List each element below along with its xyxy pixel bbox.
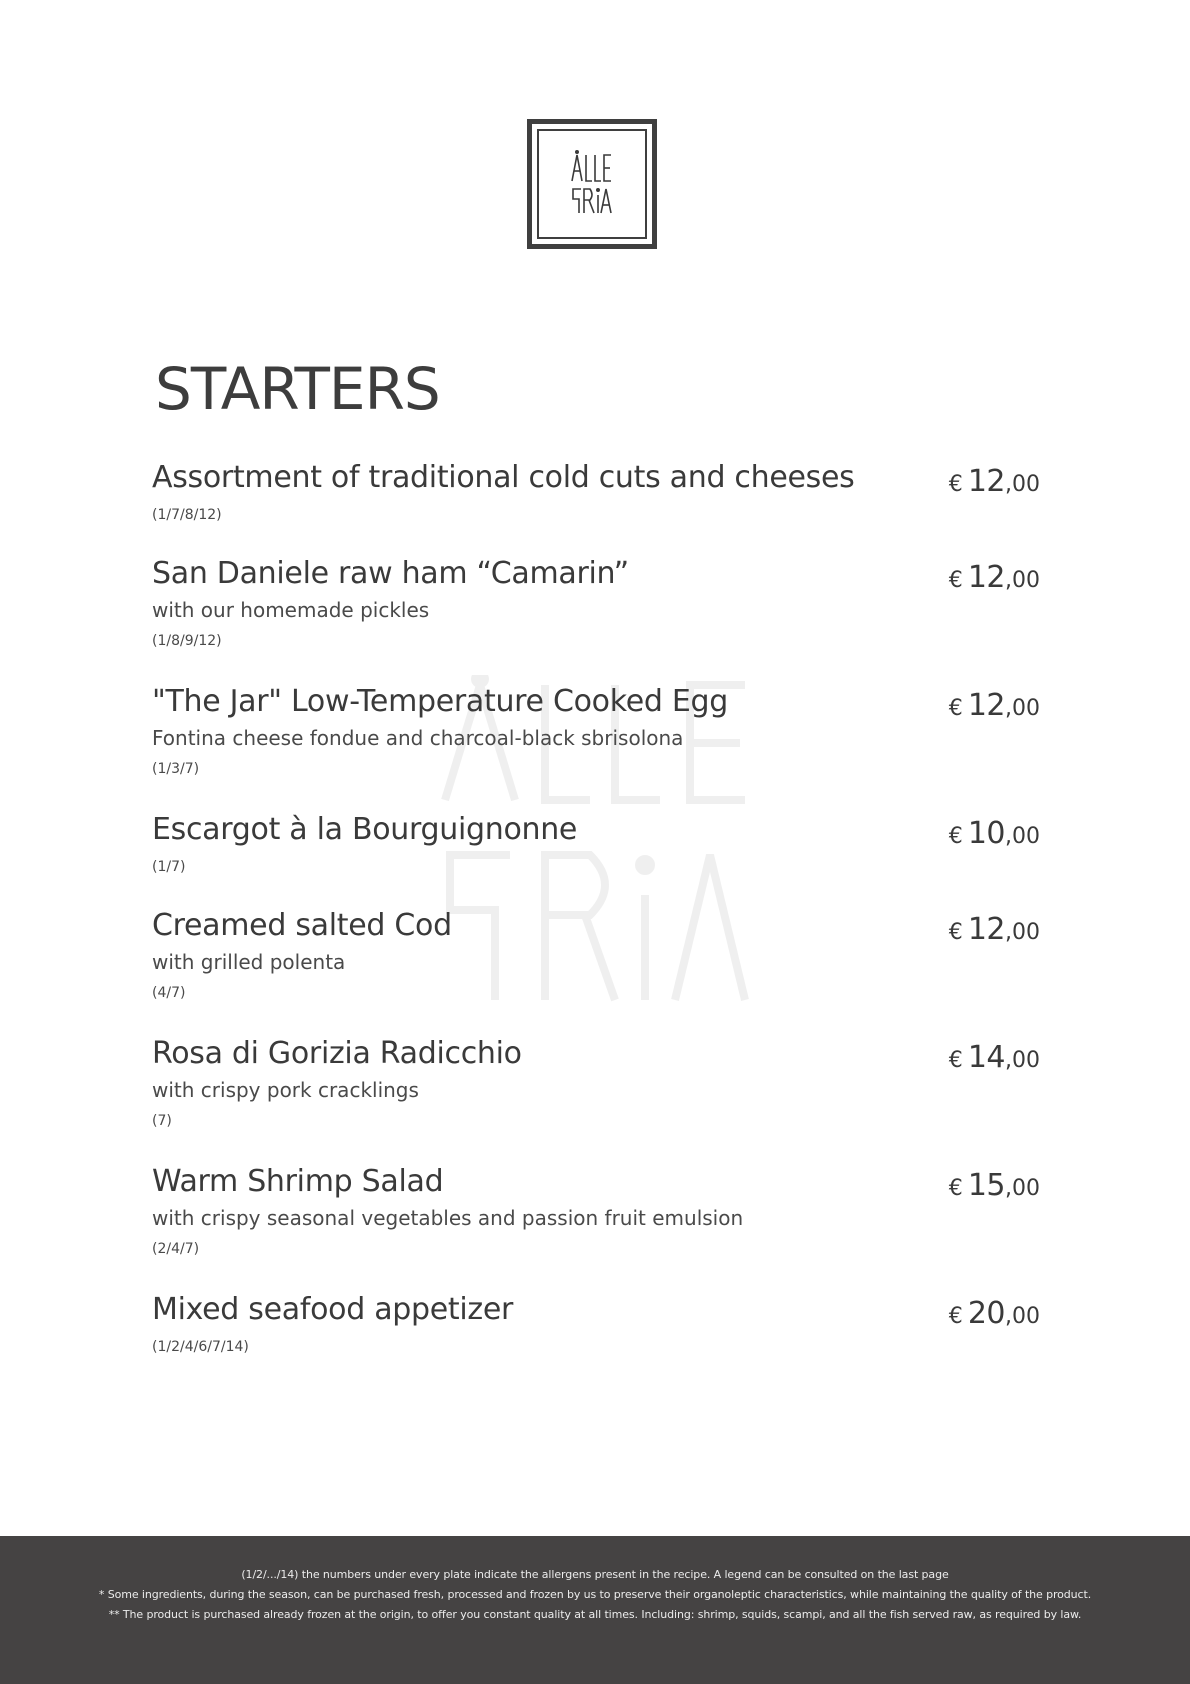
- footer-frozen-note: * Some ingredients, during the season, can be purchased fresh, processed and frozen by us to preserve their organoleptic characteristics, while maintaining the quality of the product.: [98, 1588, 1092, 1601]
- menu-item-name: Warm Shrimp Salad: [152, 1164, 444, 1199]
- price-currency: €: [948, 472, 963, 497]
- menu-item: [152, 1292, 1040, 1356]
- menu-item-price: [949, 560, 1040, 595]
- menu-item: [152, 812, 1040, 876]
- price-decimal: ,00: [1005, 472, 1040, 497]
- price-currency: €: [948, 696, 963, 721]
- menu-item-description: with crispy seasonal vegetables and passion fruit emulsion: [152, 1206, 744, 1230]
- footer-origin-frozen-note: ** The product is purchased already frozen at the origin, to offer you constant quality at all times. Including: shrimp, squids, scampi, and all the fish served raw, as required by law.: [108, 1608, 1082, 1621]
- menu-item-description: Fontina cheese fondue and charcoal-black sbrisolona: [152, 726, 684, 750]
- price-currency: €: [948, 824, 963, 849]
- menu-item-price: [949, 688, 1040, 723]
- menu-item-allergens: (7): [152, 1113, 172, 1129]
- menu-item-description: with grilled polenta: [152, 950, 346, 974]
- price-integer: 12: [967, 560, 1005, 595]
- price-currency: €: [948, 568, 963, 593]
- price-decimal: ,00: [1005, 1304, 1040, 1329]
- menu-item-price: [949, 1168, 1040, 1203]
- menu-item-price: [949, 1040, 1040, 1075]
- price-integer: 12: [967, 688, 1005, 723]
- price-integer: 14: [967, 1040, 1005, 1075]
- menu-item-name: Mixed seafood appetizer: [152, 1292, 514, 1327]
- footer-notes: [0, 1565, 1190, 1625]
- menu-item-price: [949, 464, 1040, 499]
- menu-item: [152, 1036, 1040, 1130]
- restaurant-logo: [527, 119, 657, 249]
- price-integer: 10: [967, 816, 1005, 851]
- menu-item-name: Assortment of traditional cold cuts and cheeses: [152, 460, 855, 495]
- price-integer: 12: [967, 912, 1005, 947]
- price-decimal: ,00: [1005, 824, 1040, 849]
- price-decimal: ,00: [1005, 696, 1040, 721]
- menu-item-name: Creamed salted Cod: [152, 908, 452, 943]
- menu-item-description: with our homemade pickles: [152, 598, 430, 622]
- menu-item: [152, 908, 1040, 1002]
- menu-item-allergens: (4/7): [152, 985, 186, 1001]
- menu-item-name: "The Jar" Low-Temperature Cooked Egg: [152, 684, 728, 719]
- price-integer: 20: [967, 1296, 1005, 1331]
- menu-item: [152, 460, 1040, 524]
- menu-item: [152, 556, 1040, 650]
- menu-item: [152, 1164, 1040, 1258]
- footer-notes-band: [0, 1536, 1190, 1684]
- menu-item-name: Escargot à la Bourguignonne: [152, 812, 578, 847]
- logo-inner-frame: [537, 129, 647, 239]
- price-currency: €: [948, 920, 963, 945]
- menu-item: [152, 684, 1040, 778]
- menu-item-allergens: (2/4/7): [152, 1241, 200, 1257]
- allegria-logo-mark-icon: [570, 149, 614, 219]
- price-integer: 15: [967, 1168, 1005, 1203]
- menu-item-name: San Daniele raw ham “Camarin”: [152, 556, 629, 591]
- menu-item-allergens: (1/7/8/12): [152, 507, 222, 523]
- price-decimal: ,00: [1005, 1048, 1040, 1073]
- menu-item-price: [949, 912, 1040, 947]
- section-title: STARTERS: [155, 355, 440, 423]
- footer-allergen-note: (1/2/.../14) the numbers under every plate indicate the allergens present in the recipe. A legend can be consulted on the last page: [241, 1568, 949, 1581]
- menu-item-price: [949, 816, 1040, 851]
- menu-item-allergens: (1/8/9/12): [152, 633, 222, 649]
- menu-item-allergens: (1/3/7): [152, 761, 200, 777]
- price-decimal: ,00: [1005, 568, 1040, 593]
- menu-item-name: Rosa di Gorizia Radicchio: [152, 1036, 522, 1071]
- menu-item-allergens: (1/7): [152, 859, 186, 875]
- menu-item-price: [949, 1296, 1040, 1331]
- menu-item-allergens: (1/2/4/6/7/14): [152, 1339, 249, 1355]
- price-integer: 12: [967, 464, 1005, 499]
- price-currency: €: [948, 1048, 963, 1073]
- price-decimal: ,00: [1005, 1176, 1040, 1201]
- menu-item-description: with crispy pork cracklings: [152, 1078, 419, 1102]
- price-currency: €: [948, 1304, 963, 1329]
- price-decimal: ,00: [1005, 920, 1040, 945]
- price-currency: €: [948, 1176, 963, 1201]
